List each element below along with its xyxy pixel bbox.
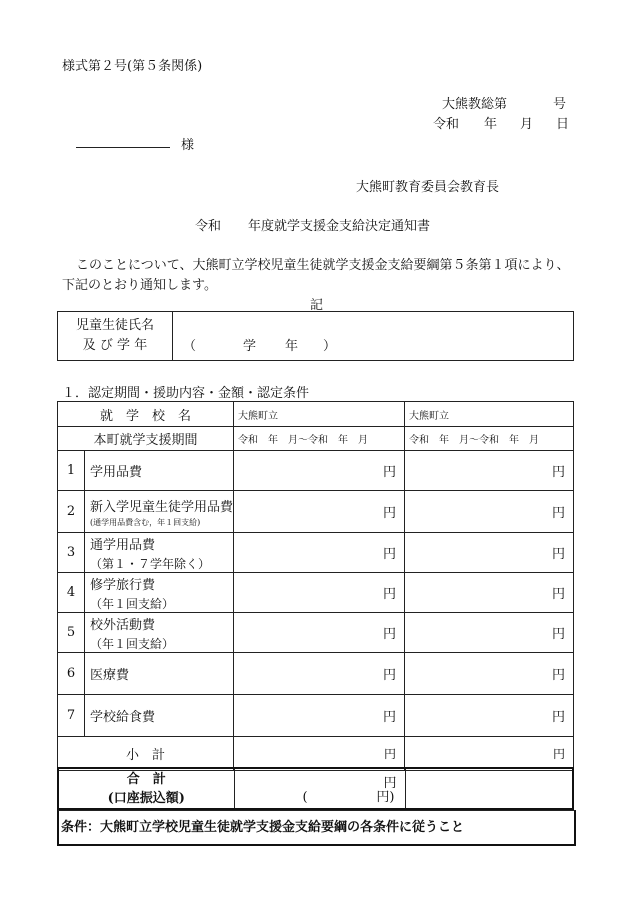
row-number: 4: [58, 573, 85, 613]
total-empty-cell: [405, 768, 573, 809]
row-amount-col1[interactable]: 円: [234, 451, 405, 491]
row-amount-col2[interactable]: 円: [405, 451, 574, 491]
table-row: [58, 533, 574, 573]
row-item-note: (通学用品費含む，年１回支給): [90, 517, 201, 527]
row-item-name: 新入学児童生徒学用品費: [90, 499, 234, 515]
subtotal-label: 小 計: [58, 737, 234, 771]
period-col2[interactable]: 令和 年 月～令和 年 月: [405, 427, 574, 451]
row-item-cell: [85, 653, 234, 695]
total-table: [57, 767, 574, 810]
row-amount-col2[interactable]: 円: [405, 491, 574, 533]
total-value-cell[interactable]: [234, 768, 405, 809]
row-item-cell: [85, 533, 234, 573]
school-label: 就 学 校 名: [58, 402, 234, 427]
body-text-line2: 下記のとおり通知します。: [62, 278, 217, 293]
period-label: 本町就学支援期間: [58, 427, 234, 451]
grade-paren-open: （: [183, 339, 197, 354]
form-number: 様式第２号(第５条関係): [62, 59, 203, 74]
row-amount-col1[interactable]: 円: [234, 491, 405, 533]
date-day: 日: [556, 117, 570, 132]
row-amount-col2[interactable]: 円: [405, 653, 574, 695]
table-row: [58, 451, 574, 491]
recipient-name-line: [76, 147, 170, 148]
row-number: 6: [58, 653, 85, 695]
date-month: 月: [520, 117, 534, 132]
student-label-line2: 及 び 学 年: [82, 338, 148, 353]
body-text-line1: このことについて、大熊町立学校児童生徒就学支援金支給要綱第５条第１項により、: [76, 258, 570, 273]
row-number: 5: [58, 613, 85, 653]
row-item-cell: [85, 695, 234, 737]
total-label-line1: 合 計: [126, 771, 166, 787]
school-col2[interactable]: 大熊町立: [405, 402, 574, 427]
condition-text: 条件：大熊町立学校児童生徒就学支援金支給要綱の各条件に従うこと: [61, 820, 465, 835]
total-paren-open: (: [302, 790, 308, 805]
table-row: [58, 695, 574, 737]
total-label-cell: [58, 768, 234, 809]
row-item-note: （年１回支給）: [90, 636, 175, 651]
recipient-suffix: 様: [181, 138, 195, 153]
school-col1[interactable]: 大熊町立: [234, 402, 405, 427]
total-paren-close: 円): [376, 790, 395, 805]
row-item-name: 校外活動費: [90, 617, 156, 633]
subtotal-col1[interactable]: 円: [234, 737, 405, 771]
row-amount-col1[interactable]: 円: [234, 533, 405, 573]
row-number: 2: [58, 491, 85, 533]
row-item-name: 学校給食費: [90, 710, 156, 725]
grade-unit: 学: [243, 339, 257, 354]
date-year: 年: [484, 117, 498, 132]
support-table: [57, 401, 574, 771]
row-amount-col2[interactable]: 円: [405, 533, 574, 573]
date-era: 令和: [433, 117, 460, 132]
section-heading: １．認定期間・援助内容・金額・認定条件: [62, 386, 310, 401]
row-item-cell: [85, 491, 234, 533]
student-label-line1: 児童生徒氏名: [75, 318, 154, 333]
table-row: [58, 491, 574, 533]
row-amount-col1[interactable]: 円: [234, 573, 405, 613]
row-item-cell: [85, 451, 234, 491]
title-era: 令和: [195, 219, 222, 234]
student-info-box: [57, 311, 574, 361]
row-number: 3: [58, 533, 85, 573]
period-col1[interactable]: 令和 年 月～令和 年 月: [234, 427, 405, 451]
issue-number-prefix: 大熊教総第: [442, 97, 508, 112]
row-amount-col1[interactable]: 円: [234, 613, 405, 653]
subtotal-col2[interactable]: 円: [405, 737, 574, 771]
row-item-name: 学用品費: [90, 465, 143, 480]
row-item-cell: [85, 613, 234, 653]
table-row: [58, 613, 574, 653]
row-item-name: 修学旅行費: [90, 577, 156, 593]
student-label-cell: [58, 312, 173, 361]
row-item-note: （第１・７学年除く）: [90, 556, 211, 571]
row-item-cell: [85, 573, 234, 613]
issuer: 大熊町教育委員会教育長: [356, 180, 500, 195]
row-amount-col1[interactable]: 円: [234, 695, 405, 737]
row-item-note: （年１回支給）: [90, 596, 175, 611]
row-amount-col2[interactable]: 円: [405, 695, 574, 737]
condition-box: [57, 810, 576, 846]
row-number: 7: [58, 695, 85, 737]
row-amount-col2[interactable]: 円: [405, 613, 574, 653]
table-row: [58, 573, 574, 613]
total-label-line2: (口座振込額): [107, 790, 185, 806]
grade-year: 年: [285, 339, 299, 354]
table-row: [58, 653, 574, 695]
title-text: 年度就学支援金支給決定通知書: [248, 219, 431, 234]
student-value-cell[interactable]: [173, 312, 574, 361]
row-amount-col2[interactable]: 円: [405, 573, 574, 613]
row-number: 1: [58, 451, 85, 491]
row-item-name: 医療費: [90, 668, 130, 683]
grade-paren-close: ）: [323, 339, 337, 354]
ki-label: 記: [310, 298, 324, 313]
total-yen: 円: [383, 776, 397, 791]
row-amount-col1[interactable]: 円: [234, 653, 405, 695]
issue-number-suffix: 号: [553, 97, 567, 112]
row-item-name: 通学用品費: [90, 537, 156, 553]
